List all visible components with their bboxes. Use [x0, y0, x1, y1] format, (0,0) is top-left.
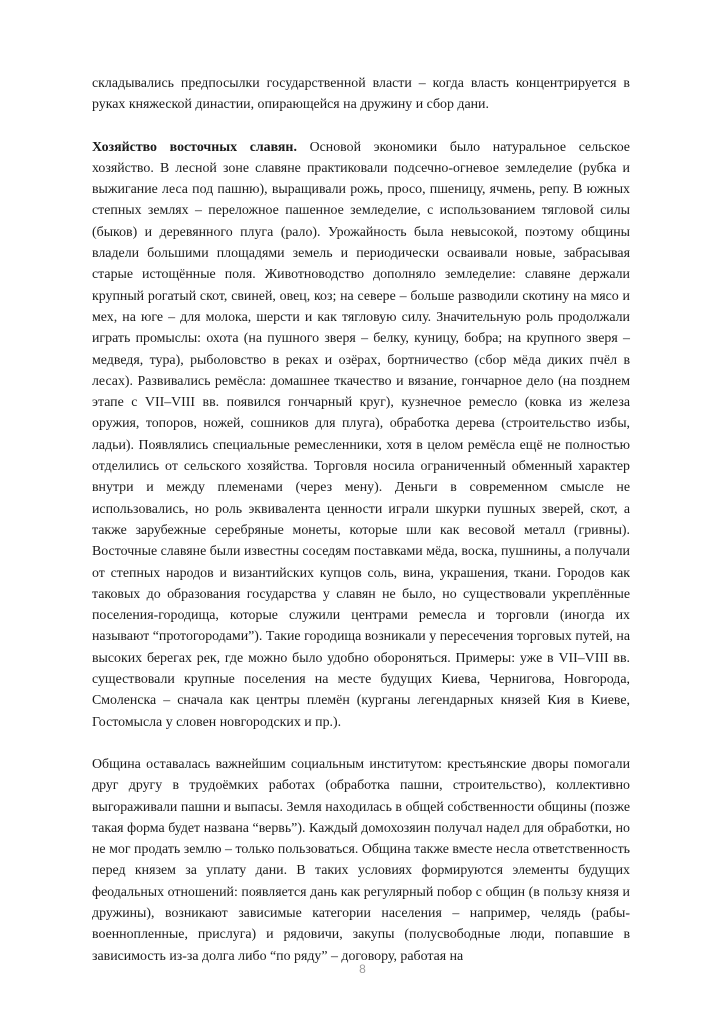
- paragraph-economy-text: Основой экономики было натуральное сельское хозяйство. В лесной зоне славяне практиковали подсечно-огневое земледелие (рубка и выжигание леса под пашню), выращивали рожь, просо, пшеницу, ячмень, репу. В южных степных землях – переложное пашенное земледелие, с использованием тягловой силы (быков) и деревянного плуга (рало). Урожайность была невысокой, поэтому общины владели большими площадями земель и периодически осваивали новые, забрасывая старые истощённые поля. Животноводство дополняло земледелие: славяне держали крупный рогатый скот, свиней, овец, коз; на севере – больше разводили скотину на мясо и мех, на юге – для молока, шерсти и как тягловую силу. Значительную роль продолжали играть промыслы: охота (на пушного зверя – белку, куницу, бобра; на крупного зверя – медведя, тура), рыболовство в реках и озёрах, бортничество (сбор мёда диких пчёл в лесах). Развивались ремёсла: домашнее ткачество и вязание, гончарное дело (на позднем этапе с VII–VIII вв. появился гончарный круг), кузнечное ремесло (ковка из железа оружия, топоров, ножей, сошников для плуга), обработка дерева (строительство избы, ладьи). Появлялись специальные ремесленники, хотя в целом ремёсла ещё не полностью отделились от сельского хозяйства. Торговля носила ограниченный обменный характер внутри и между племенами (через мену). Деньги в современном смысле не использовались, но роль эквивалента ценности играли шкурки пушных зверей, скот, а также зарубежные серебряные монеты, которые шли как весовой металл (гривны). Восточные славяне были известны соседям поставками мёда, воска, пушнины, а получали от степных народов и византийских купцов соль, вина, украшения, ткани. Городов как таковых до образования государства у славян не было, но существовали укреплённые поселения-городища, которые служили центрами ремесла и торговли (иногда их называют “протогородами”). Такие городища возникали у пересечения торговых путей, на высоких берегах рек, где можно было удобно обороняться. Примеры: уже в VII–VIII вв. существовали крупные поселения на месте будущих Киева, Чернигова, Новгорода, Смоленска – сначала как центры племён (курганы легендарных князей Кия в Киеве, Гостомысла у словен новгородских и пр.).: [92, 139, 630, 730]
- paragraph-intro-text: складывались предпосылки государственной власти – когда власть концентрируется в руках княжеской династии, опирающейся на дружину и сбор дани.: [92, 76, 630, 113]
- section-heading: Хозяйство восточных славян.: [92, 139, 297, 155]
- page-number: 8: [359, 962, 366, 976]
- paragraph-economy: [92, 137, 630, 733]
- paragraph-community: [92, 754, 630, 967]
- document-body: [92, 73, 630, 967]
- paragraph-community-text: Община оставалась важнейшим социальным институтом: крестьянские дворы помогали друг другу в трудоёмких работах (обработка пашни, строительство), коллективно выгораживали пашни и выпасы. Земля находилась в общей собственности общины (позже такая форма будет названа “вервь”). Каждый домохозяин получал надел для обработки, но не мог продать землю – только пользоваться. Община также вместе несла ответственность перед князем за уплату дани. В таких условиях формируются элементы будущих феодальных отношений: появляется дань как регулярный побор с общин (в пользу князя и дружины), возникают зависимые категории населения – например, челядь (рабы-военнопленные, прислуга) и рядовичи, закупы (полусвободные люди, попавшие в зависимость из-за долга либо “по ряду” – договору, работая на: [92, 756, 630, 964]
- paragraph-intro: [92, 73, 630, 116]
